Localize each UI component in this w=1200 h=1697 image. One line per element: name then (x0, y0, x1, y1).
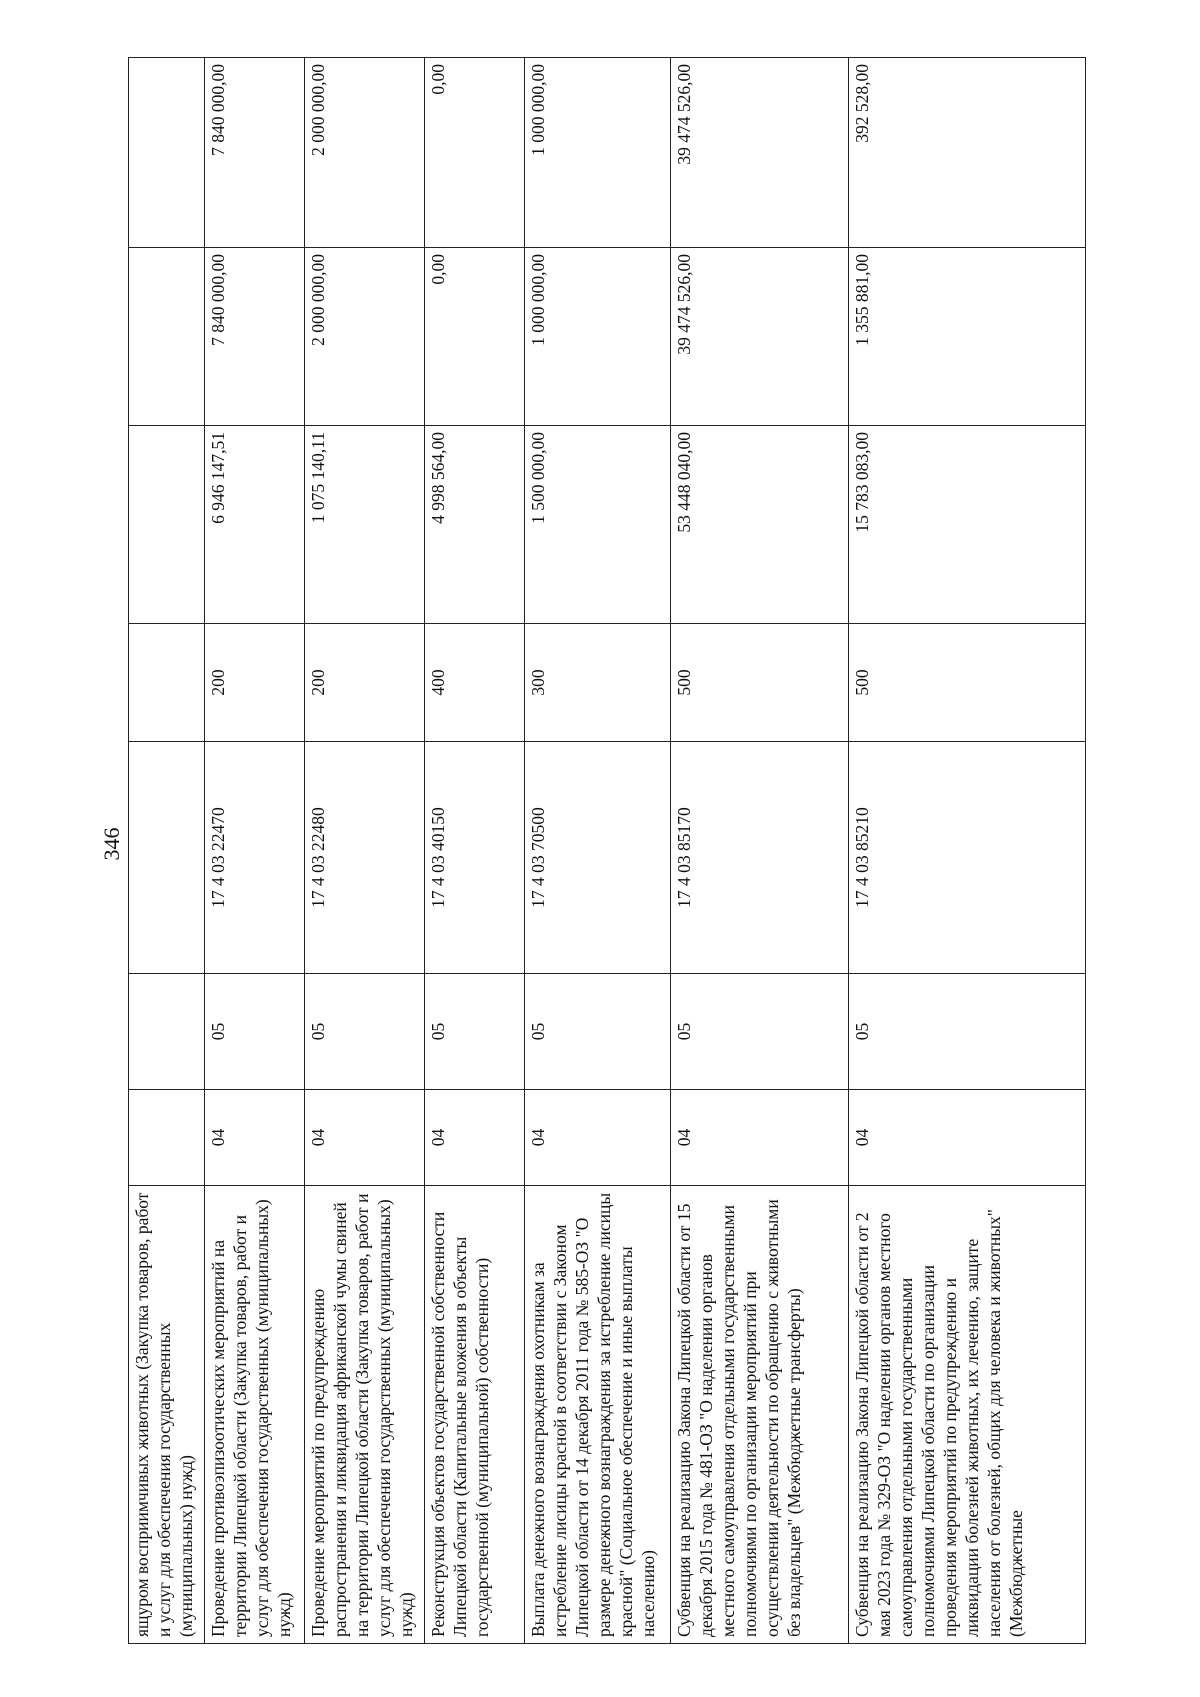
row-description: Проведение противоэпизоотических мероприятий на территории Липецкой области (Закупка товаров, работ и услуг для обеспечения государственных (муниципальных) нужд) (205, 1186, 305, 1644)
row-value-1 (129, 426, 205, 624)
row-description: Субвенция на реализацию Закона Липецкой области от 2 мая 2023 года № 329-ОЗ "О наделении органов местного самоуправления отдельными государственными полномочиями Липецкой области по организации проведения мероприятий по предупреждению и ликвидации болезней животных, их лечению, защите населения от болезней, общих для человека и животных" (Межбюджетные (849, 1186, 1086, 1644)
row-section: 04 (525, 1090, 671, 1186)
row-subsection: 05 (671, 974, 849, 1090)
row-target-article: 17 4 03 70500 (525, 742, 671, 974)
row-value-3: 7 840 000,00 (205, 58, 305, 248)
row-value-3 (129, 58, 205, 248)
row-value-3: 0,00 (425, 58, 525, 248)
row-expense-type (129, 624, 205, 742)
row-section: 04 (671, 1090, 849, 1186)
table-row (671, 58, 849, 1644)
row-expense-type: 300 (525, 624, 671, 742)
row-description: Выплата денежного вознаграждения охотникам за истребление лисицы красной в соответствии с Законом Липецкой области от 14 декабря 2011 года № 585-ОЗ "О размере денежного вознаграждения за истребление лисицы красной" (Социальное обеспечение и иные выплаты населению) (525, 1186, 671, 1644)
row-section: 04 (425, 1090, 525, 1186)
row-target-article: 17 4 03 22470 (205, 742, 305, 974)
row-expense-type: 200 (305, 624, 425, 742)
row-value-1: 1 075 140,11 (305, 426, 425, 624)
row-section: 04 (205, 1090, 305, 1186)
page-number: 346 (99, 827, 124, 861)
row-value-2: 1 000 000,00 (525, 248, 671, 426)
row-expense-type: 500 (671, 624, 849, 742)
table-row (205, 58, 305, 1644)
row-value-1: 15 783 083,00 (849, 426, 1086, 624)
row-value-1: 53 448 040,00 (671, 426, 849, 624)
row-target-article: 17 4 03 85210 (849, 742, 1086, 974)
rotated-table-wrapper (128, 58, 1085, 1644)
row-section (129, 1090, 205, 1186)
row-value-2: 39 474 526,00 (671, 248, 849, 426)
table-row (425, 58, 525, 1644)
row-description: Субвенция на реализацию Закона Липецкой области от 15 декабря 2015 года № 481-ОЗ "О наделении органов местного самоуправления отдельными государственными полномочиями по организации мероприятий при осуществлении деятельности по обращению с животными без владельцев" (Межбюджетные трансферты) (671, 1186, 849, 1644)
row-section: 04 (849, 1090, 1086, 1186)
row-value-1: 1 500 000,00 (525, 426, 671, 624)
row-description: ящуром восприимчивых животных (Закупка товаров, работ и услуг для обеспечения государственных (муниципальных) нужд) (129, 1186, 205, 1644)
row-value-3: 2 000 000,00 (305, 58, 425, 248)
row-expense-type: 200 (205, 624, 305, 742)
row-value-2: 0,00 (425, 248, 525, 426)
row-subsection: 05 (205, 974, 305, 1090)
row-value-3: 39 474 526,00 (671, 58, 849, 248)
row-target-article: 17 4 03 22480 (305, 742, 425, 974)
row-value-1: 6 946 147,51 (205, 426, 305, 624)
row-subsection: 05 (425, 974, 525, 1090)
row-description: Реконструкция объектов государственной собственности Липецкой области (Капитальные вложения в объекты государственной (муниципальной) собственности) (425, 1186, 525, 1644)
row-target-article: 17 4 03 85170 (671, 742, 849, 974)
row-value-2: 2 000 000,00 (305, 248, 425, 426)
row-section: 04 (305, 1090, 425, 1186)
row-value-2: 7 840 000,00 (205, 248, 305, 426)
row-subsection (129, 974, 205, 1090)
row-subsection: 05 (525, 974, 671, 1090)
table-row (305, 58, 425, 1644)
row-expense-type: 400 (425, 624, 525, 742)
table-row (849, 58, 1086, 1644)
table-row (129, 58, 205, 1644)
row-subsection: 05 (849, 974, 1086, 1090)
row-description: Проведение мероприятий по предупреждению распространения и ликвидация африканской чумы свиней на территории Липецкой области (Закупка товаров, работ и услуг для обеспечения государственных (муниципальных) нужд) (305, 1186, 425, 1644)
table-row (525, 58, 671, 1644)
row-subsection: 05 (305, 974, 425, 1090)
row-value-1: 4 998 564,00 (425, 426, 525, 624)
row-expense-type: 500 (849, 624, 1086, 742)
row-target-article: 17 4 03 40150 (425, 742, 525, 974)
row-target-article (129, 742, 205, 974)
row-value-2: 1 355 881,00 (849, 248, 1086, 426)
row-value-2 (129, 248, 205, 426)
row-value-3: 1 000 000,00 (525, 58, 671, 248)
row-value-3: 392 528,00 (849, 58, 1086, 248)
budget-table (128, 57, 1086, 1644)
